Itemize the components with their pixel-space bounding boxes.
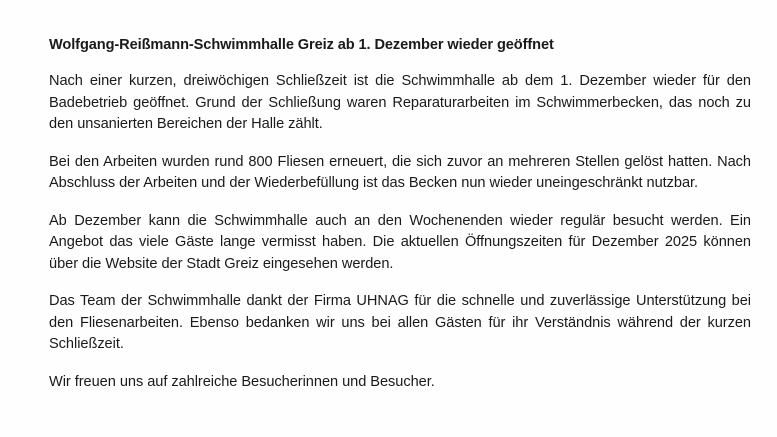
paragraph-reopening: Nach einer kurzen, dreiwöchigen Schließzeit ist die Schwimmhalle ab dem 1. Dezember wieder für den Badebetrieb geöffnet. Grund der Schließung waren Reparaturarbeiten im Schwimmerbecken, das noch zu den unsanierten Bereichen der Halle zählt. xyxy=(49,73,751,132)
paragraph-opening-hours: Ab Dezember kann die Schwimmhalle auch an den Wochenenden wieder regulär besucht werden. Ein Angebot das viele Gäste lange vermisst haben. Die aktuellen Öffnungszeiten für Dezember 2025 können über die Website der Stadt Greiz eingesehen werden. xyxy=(49,212,751,272)
document-title: Wolfgang-Reißmann-Schwimmhalle Greiz ab 1. Dezember wieder geöffnet xyxy=(49,37,554,53)
paragraph-closing: Wir freuen uns auf zahlreiche Besucherinnen und Besucher. xyxy=(49,373,435,390)
paragraph-tiles: Bei den Arbeiten wurden rund 800 Fliesen erneuert, die sich zuvor an mehreren Stellen gelöst hatten. Nach Abschluss der Arbeiten und der Wiederbefüllung ist das Becken nun wieder uneingeschränkt nutzbar. xyxy=(49,153,751,191)
paragraph-thanks: Das Team der Schwimmhalle dankt der Firma UHNAG für die schnelle und zuverlässige Unterstützung bei den Fliesenarbeiten. Ebenso bedanken wir uns bei allen Gästen für ihr Verständnis während der kurzen Schließzeit. xyxy=(49,293,751,352)
